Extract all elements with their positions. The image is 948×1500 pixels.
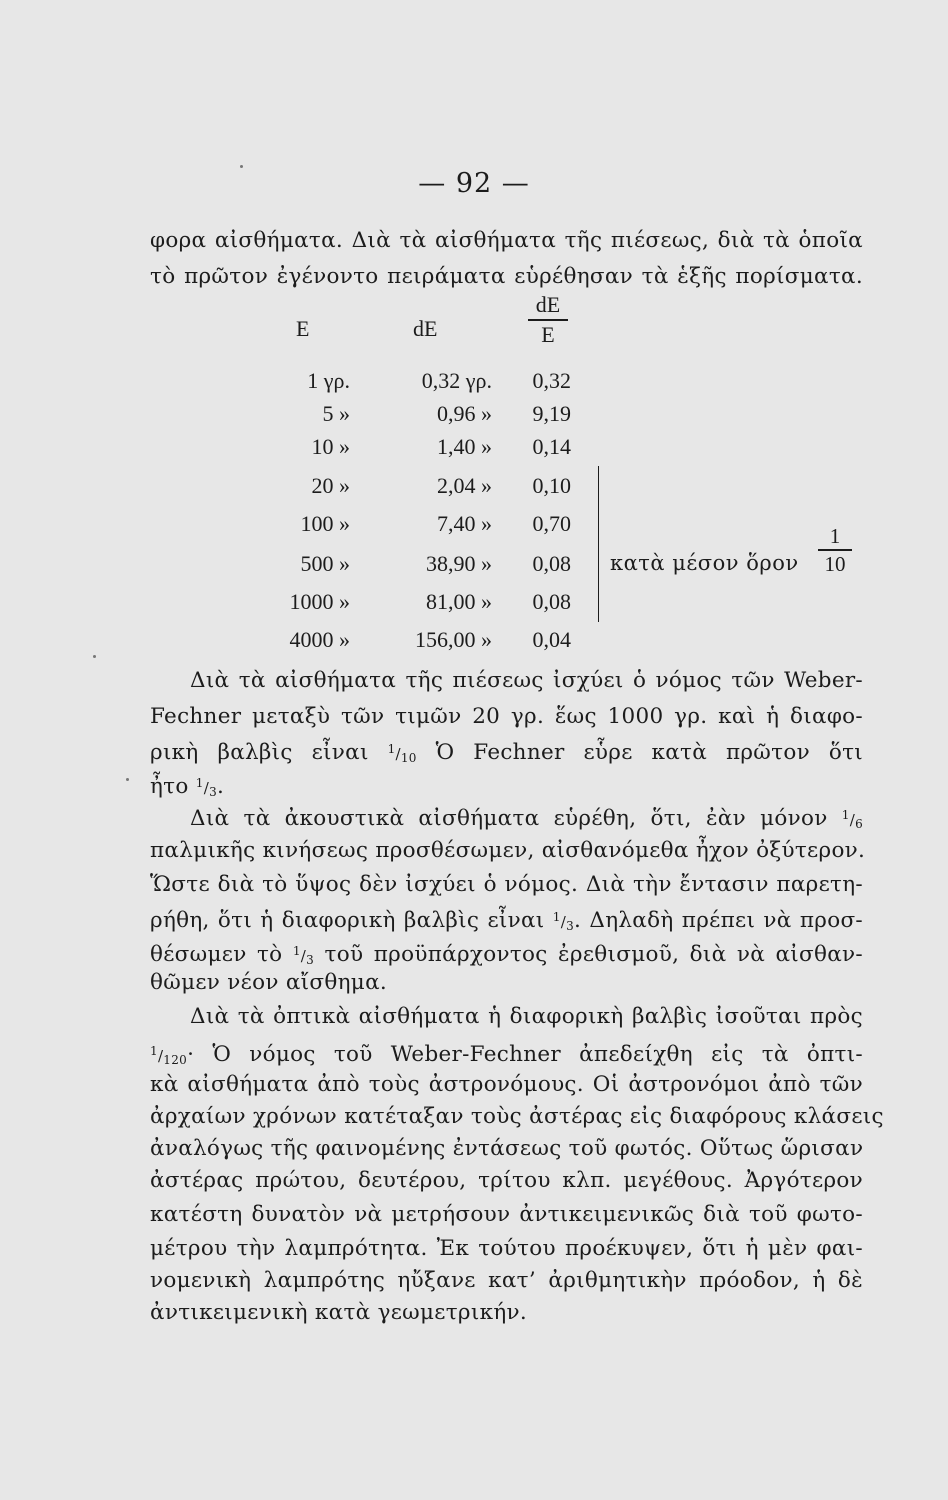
- fraction: $^1/_{10}$: [387, 742, 417, 765]
- row-3-ratio: 0,14: [532, 434, 571, 459]
- intro-line-1: φορα αἰσθήματα. Διὰ τὰ αἰσθήματα τῆς πιέσεως, διὰ τὰ ὁποῖα: [150, 228, 863, 253]
- row-3-e: 10 »: [311, 434, 350, 459]
- table-brace: [598, 466, 611, 622]
- header-de: dE: [413, 316, 438, 341]
- row-4-de: 2,04 »: [437, 473, 492, 498]
- para2-line-4-start: ρήθη, ὅτι ἡ διαφορικὴ βαλβὶς εἶναι: [150, 908, 545, 933]
- para3-line-9: νομενικὴ λαμπρότης ηὔξανε κατ’ ἀριθμητικὴν πρόοδον, ἡ δὲ: [150, 1268, 863, 1293]
- para1-line-4-start: ἦτο: [150, 774, 189, 799]
- para2-line-1-text: Διὰ τὰ ἀκουστικὰ αἰσθήματα εὑρέθη, ὅτι, ἐὰν μόνον: [190, 806, 828, 831]
- fraction-bar: [528, 319, 568, 321]
- paper-speck: [240, 165, 243, 168]
- row-1-ratio: 0,32: [532, 368, 571, 393]
- brace-fraction-denominator: 10: [824, 552, 846, 577]
- row-5-ratio: 0,70: [532, 511, 571, 536]
- para3-line-4: ἀρχαίων χρόνων κατέταξαν τοὺς ἀστέρας εἰς διαφόρους κλάσεις: [150, 1104, 884, 1129]
- row-2-de: 0,96 »: [437, 401, 492, 426]
- paper-speck: [93, 655, 96, 658]
- para3-line-6: ἀστέρας πρώτου, δευτέρου, τρίτου κλπ. μεγέθους. Ἀργότερον: [150, 1168, 863, 1193]
- para3-line-1: Διὰ τὰ ὀπτικὰ αἰσθήματα ἡ διαφορικὴ βαλβὶς ἰσοῦται πρὸς: [190, 1004, 863, 1029]
- row-5-de: 7,40 »: [437, 511, 492, 536]
- para2-line-6: θῶμεν νέον αἴσθημα.: [150, 970, 388, 995]
- para3-line-7: κατέστη δυνατὸν νὰ μετρήσουν ἀντικειμενικῶς διὰ τοῦ φωτο-: [150, 1202, 863, 1227]
- row-7-e: 1000 »: [289, 589, 350, 614]
- row-1-de: 0,32 γρ.: [421, 368, 492, 393]
- fraction: $^1/_3$: [552, 910, 574, 933]
- intro-line-2: τὸ πρῶτον ἐγένοντο πειράματα εὑρέθησαν τὰ ἑξῆς πορίσματα.: [150, 264, 863, 289]
- header-e: E: [296, 316, 310, 341]
- para2-line-2: παλμικῆς κινήσεως προσθέσωμεν, αἰσθανόμεθα ἦχον ὀξύτερον.: [150, 838, 866, 863]
- para1-line-1: Διὰ τὰ αἰσθήματα τῆς πιέσεως ἰσχύει ὁ νόμος τῶν Weber-: [190, 668, 863, 693]
- row-7-ratio: 0,08: [532, 589, 571, 614]
- row-1-e: 1 γρ.: [307, 368, 350, 393]
- fraction: $^1/_{120}$: [150, 1044, 188, 1067]
- fraction-bar: [818, 549, 852, 551]
- para2-line-5-end: τοῦ προϋπάρχοντος ἐρεθισμοῦ, διὰ νὰ αἰσθαν-: [324, 942, 863, 967]
- row-6-de: 38,90 »: [426, 551, 492, 576]
- para3-line-8: μέτρου τὴν λαμπρότητα. Ἐκ τούτου προέκυψεν, ὅτι ἡ μὲν φαι-: [150, 1236, 863, 1261]
- para3-line-2-text: · Ὁ νόμος τοῦ Weber-Fechner ἀπεδείχθη εἰς τὰ ὀπτι-: [187, 1042, 863, 1067]
- para1-line-2: Fechner μεταξὺ τῶν τιμῶν 20 γρ. ἕως 1000 γρ. καὶ ἡ διαφο-: [150, 704, 863, 729]
- header-ratio: [528, 292, 568, 348]
- row-2-e: 5 »: [322, 401, 350, 426]
- para1-line-3-end: Ὁ Fechner εὗρε κατὰ πρῶτον ὅτι: [435, 740, 863, 765]
- row-8-ratio: 0,04: [532, 627, 571, 652]
- row-5-e: 100 »: [300, 511, 350, 536]
- paper-speck: [126, 778, 129, 781]
- para2-line-4-end: . Δηλαδὴ πρέπει νὰ προσ-: [574, 908, 863, 933]
- row-3-de: 1,40 »: [437, 434, 492, 459]
- para2-line-1: [190, 800, 863, 839]
- row-6-ratio: 0,08: [532, 551, 571, 576]
- para3-line-3: κὰ αἰσθήματα ἀπὸ τοὺς ἀστρονόμους. Οἱ ἀστρονόμοι ἀπὸ τῶν: [150, 1072, 863, 1097]
- row-8-de: 156,00 »: [415, 627, 492, 652]
- para1-line-3-start: ρικὴ βαλβὶς εἶναι: [150, 740, 369, 765]
- header-ratio-numerator: dE: [535, 292, 561, 317]
- para2-line-5-start: θέσωμεν τὸ: [150, 942, 283, 967]
- para3-line-10: ἀντικειμενικὴ κατὰ γεωμετρικήν.: [150, 1300, 528, 1325]
- row-4-e: 20 »: [311, 473, 350, 498]
- row-8-e: 4000 »: [289, 627, 350, 652]
- brace-fraction-numerator: 1: [829, 524, 841, 548]
- row-7-de: 81,00 »: [426, 589, 492, 614]
- fraction: $^1/_3$: [292, 944, 315, 967]
- page-number: — 92 —: [418, 168, 530, 199]
- fraction: $^1/_3$: [195, 776, 217, 799]
- header-ratio-denominator: E: [541, 322, 555, 347]
- para3-line-5: ἀναλόγως τῆς φαινομένης ἐντάσεως τοῦ φωτός. Οὕτως ὥρισαν: [150, 1136, 864, 1161]
- brace-label: κατὰ μέσον ὅρον: [610, 551, 799, 575]
- row-6-e: 500 »: [300, 551, 350, 576]
- para1-line-4: ἦτο $^1/_3$.: [150, 774, 225, 799]
- brace-fraction: [818, 524, 852, 576]
- fraction: $^1/_6$: [841, 808, 863, 831]
- row-2-ratio: 9,19: [532, 401, 571, 426]
- row-4-ratio: 0,10: [532, 473, 571, 498]
- para2-line-3: Ὥστε διὰ τὸ ὕψος δὲν ἰσχύει ὁ νόμος. Διὰ τὴν ἔντασιν παρετη-: [150, 872, 863, 897]
